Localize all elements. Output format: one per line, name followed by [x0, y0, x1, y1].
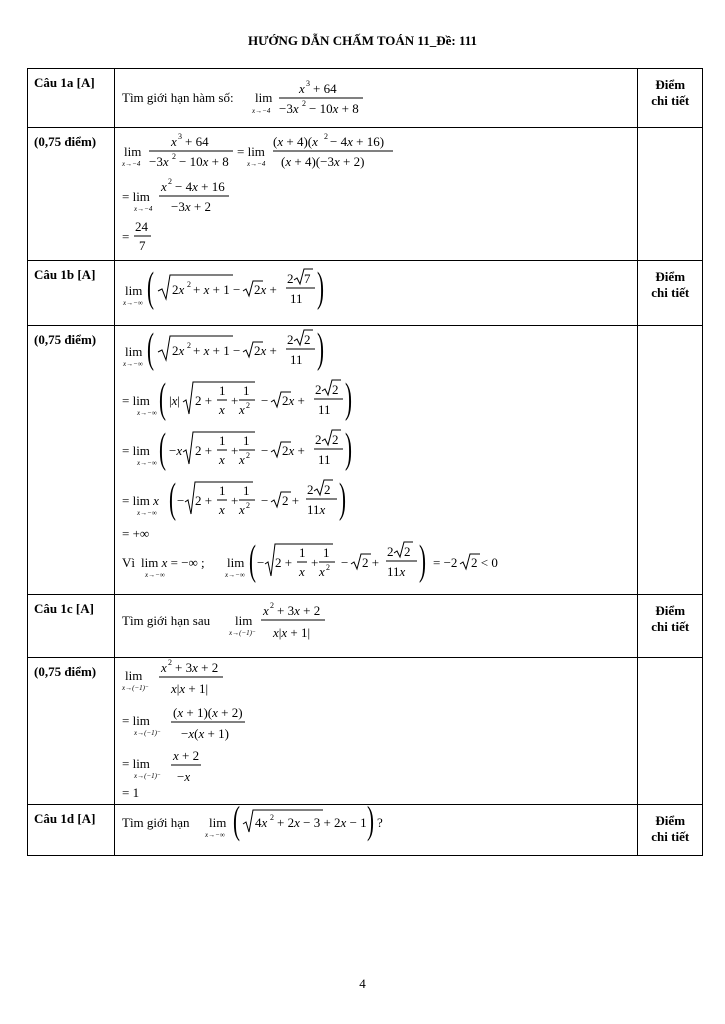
svg-text:x|x + 1|: x|x + 1| [171, 681, 209, 696]
svg-text:+: + [231, 493, 239, 508]
svg-text:+ 64: + 64 [185, 134, 210, 149]
score-column: Điểm chi tiết [638, 595, 703, 658]
svg-text:+ 2x − 3 + 2x − 1: + 2x − 3 + 2x − 1 [277, 815, 368, 830]
svg-text:2: 2 [332, 432, 339, 447]
svg-text:4x: 4x [255, 815, 268, 830]
svg-text:2: 2 [302, 99, 307, 108]
score-column-empty [638, 326, 703, 595]
svg-text:2x +: 2x + [282, 393, 306, 408]
svg-text:(: ( [159, 375, 167, 423]
score-label: (0,75 điểm) [28, 326, 115, 595]
score-column: Điểm chi tiết [638, 261, 703, 326]
answer-content [115, 128, 638, 261]
svg-text:2: 2 [187, 280, 192, 289]
answer-1c-formula [115, 658, 637, 800]
svg-text:+: + [231, 443, 239, 458]
svg-text:2: 2 [246, 451, 251, 460]
svg-text:= lim: = lim [237, 144, 266, 159]
svg-text:2: 2 [315, 432, 322, 447]
svg-text:7: 7 [304, 271, 311, 286]
question-label: Câu 1b [A] [28, 261, 115, 326]
question-1a-formula [115, 69, 637, 123]
svg-text:2: 2 [168, 177, 173, 186]
svg-text:x: x [239, 452, 246, 467]
svg-text:2 +: 2 + [195, 493, 213, 508]
question-1d-formula [115, 805, 637, 851]
svg-text:−: − [261, 443, 269, 458]
svg-text:11: 11 [290, 291, 303, 306]
table-row [28, 595, 703, 658]
svg-text:lim: lim [125, 668, 143, 683]
svg-text:= +∞: = +∞ [122, 526, 150, 541]
svg-text:lim: lim [125, 344, 143, 359]
svg-text:2: 2 [307, 482, 314, 497]
svg-text:lim: lim [209, 815, 227, 830]
svg-text:2: 2 [172, 152, 177, 161]
question-1c-formula [115, 595, 637, 653]
svg-text:): ) [367, 805, 375, 842]
svg-text:x: x [219, 402, 226, 417]
svg-text:x: x [319, 564, 326, 579]
table-row [28, 326, 703, 595]
svg-text:x: x [219, 502, 226, 517]
svg-text:− 4x + 16: − 4x + 16 [175, 179, 226, 194]
svg-text:−: − [341, 555, 349, 570]
svg-text:lim: lim [227, 555, 245, 570]
question-prompt: Tìm giới hạn hàm số: [122, 90, 235, 105]
svg-text:x→−∞: x→−∞ [145, 571, 166, 579]
svg-text:x: x [239, 502, 246, 517]
svg-text:x→−4: x→−4 [134, 205, 153, 213]
question-content [115, 805, 638, 856]
svg-text:2: 2 [270, 601, 275, 610]
svg-text:2: 2 [324, 482, 331, 497]
svg-text:= lim: = lim [122, 713, 151, 728]
svg-text:lim: lim [255, 90, 273, 105]
svg-text:2: 2 [246, 501, 251, 510]
table-row [28, 128, 703, 261]
svg-text:3: 3 [178, 132, 183, 141]
score-column: Điểm chi tiết [638, 805, 703, 856]
svg-text:2: 2 [387, 544, 394, 559]
svg-text:lim: lim [235, 613, 253, 628]
table-row [28, 805, 703, 856]
svg-text:(: ( [249, 537, 257, 585]
svg-text:−: − [261, 393, 269, 408]
svg-text:): ) [317, 326, 325, 373]
svg-text:x→−∞: x→−∞ [123, 299, 144, 307]
question-content [115, 595, 638, 658]
svg-text:x: x [263, 603, 270, 618]
svg-text:x→(−1)⁻: x→(−1)⁻ [229, 629, 257, 637]
svg-text:x: x [171, 134, 178, 149]
svg-text:=: = [122, 229, 130, 244]
svg-text:): ) [345, 375, 353, 423]
svg-text:x→−4: x→−4 [247, 160, 266, 168]
svg-text:x: x [299, 564, 306, 579]
svg-text:2: 2 [315, 382, 322, 397]
svg-text:2: 2 [287, 332, 294, 347]
svg-text:2: 2 [168, 658, 173, 667]
answer-content [115, 658, 638, 805]
svg-text:2: 2 [246, 401, 251, 410]
svg-text:x→−∞: x→−∞ [205, 831, 226, 839]
svg-text:2x +: 2x + [254, 282, 278, 297]
svg-text:2x: 2x [172, 282, 185, 297]
svg-text:(x + 4)(x: (x + 4)(x [273, 134, 319, 149]
svg-text:−3x: −3x [279, 101, 300, 116]
svg-text:+ x + 1 −: + x + 1 − [193, 343, 241, 358]
svg-text:= lim: = lim [122, 189, 151, 204]
svg-text:x|x + 1|: x|x + 1| [273, 625, 311, 640]
answer-content [115, 326, 638, 595]
svg-text:11x: 11x [387, 564, 406, 579]
table-row [28, 69, 703, 128]
svg-text:2x: 2x [172, 343, 185, 358]
svg-text:x→(−1)⁻: x→(−1)⁻ [134, 772, 162, 780]
svg-text:11: 11 [290, 352, 303, 367]
svg-text:x→(−1)⁻: x→(−1)⁻ [122, 684, 150, 692]
svg-text:x→(−1)⁻: x→(−1)⁻ [134, 729, 162, 737]
svg-text:1: 1 [243, 483, 250, 498]
svg-text:x: x [219, 452, 226, 467]
svg-text:1: 1 [243, 383, 250, 398]
svg-text:= −2: = −2 [433, 555, 458, 570]
score-label: (0,75 điểm) [28, 128, 115, 261]
svg-text:x→−∞: x→−∞ [137, 409, 158, 417]
answer-1b-formula [115, 326, 637, 590]
svg-text:24: 24 [135, 219, 149, 234]
svg-text:2: 2 [324, 132, 329, 141]
svg-text:|x|: |x| [169, 393, 181, 408]
svg-text:): ) [339, 475, 347, 523]
svg-text:1: 1 [299, 545, 306, 560]
svg-text:x: x [161, 660, 168, 675]
svg-text:−x: −x [177, 769, 191, 784]
question-prompt: Tìm giới hạn [122, 815, 190, 830]
question-prompt: Tìm giới hạn sau [122, 613, 211, 628]
svg-text:2: 2 [287, 271, 294, 286]
svg-text:x→−∞: x→−∞ [225, 571, 246, 579]
svg-text:2 +: 2 + [195, 393, 213, 408]
score-column: Điểm chi tiết [638, 69, 703, 128]
svg-text:−x: −x [169, 443, 183, 458]
svg-text:x→−∞: x→−∞ [123, 360, 144, 368]
svg-text:2 +: 2 + [195, 443, 213, 458]
svg-text:(x + 1)(x + 2): (x + 1)(x + 2) [173, 705, 244, 720]
svg-text:2: 2 [304, 332, 311, 347]
question-content [115, 261, 638, 326]
svg-text:+ 3x + 2: + 3x + 2 [175, 660, 219, 675]
svg-text:x→−4: x→−4 [252, 107, 271, 115]
svg-text:= 1: = 1 [122, 785, 140, 800]
question-label: Câu 1c [A] [28, 595, 115, 658]
svg-text:−3x: −3x [149, 154, 170, 169]
svg-text:?: ? [377, 815, 384, 830]
svg-text:+ x + 1 −: + x + 1 − [193, 282, 241, 297]
svg-text:2: 2 [326, 563, 331, 572]
svg-text:3: 3 [306, 79, 311, 88]
svg-text:): ) [419, 537, 427, 585]
svg-text:1: 1 [323, 545, 330, 560]
svg-text:(: ( [147, 264, 155, 312]
svg-text:11: 11 [318, 402, 331, 417]
question-label: Câu 1d [A] [28, 805, 115, 856]
svg-text:x→−∞: x→−∞ [137, 459, 158, 467]
svg-text:−x(x + 1): −x(x + 1) [181, 726, 230, 741]
table-row [28, 261, 703, 326]
score-column-empty [638, 658, 703, 805]
svg-text:2x +: 2x + [282, 443, 306, 458]
table-row [28, 658, 703, 805]
score-column-empty [638, 128, 703, 261]
svg-text:11: 11 [318, 452, 331, 467]
svg-text:−: − [177, 493, 185, 508]
page-number: 4 [359, 976, 366, 991]
svg-text:2 +: 2 + [275, 555, 293, 570]
svg-text:2: 2 [187, 341, 192, 350]
question-content [115, 69, 638, 128]
grading-table [27, 68, 703, 856]
svg-text:2: 2 [270, 813, 275, 822]
svg-text:= lim: = lim [122, 393, 151, 408]
svg-text:+ 3x + 2: + 3x + 2 [277, 603, 321, 618]
score-label: (0,75 điểm) [28, 658, 115, 805]
svg-text:− 10x + 8: − 10x + 8 [309, 101, 360, 116]
svg-text:−: − [257, 555, 265, 570]
svg-text:lim: lim [125, 283, 143, 298]
svg-text:1: 1 [219, 483, 226, 498]
svg-text:−3x + 2: −3x + 2 [171, 199, 212, 214]
svg-text:2 +: 2 + [362, 555, 380, 570]
svg-text:(: ( [233, 805, 241, 842]
svg-text:+: + [311, 555, 319, 570]
svg-text:2 < 0: 2 < 0 [471, 555, 499, 570]
svg-text:x: x [299, 81, 306, 96]
svg-text:7: 7 [139, 238, 146, 253]
svg-text:1: 1 [243, 433, 250, 448]
svg-text:(: ( [169, 475, 177, 523]
svg-text:= lim: = lim [122, 443, 151, 458]
svg-text:− 4x + 16): − 4x + 16) [330, 134, 385, 149]
svg-text:x: x [161, 179, 168, 194]
svg-text:): ) [345, 425, 353, 473]
svg-text:= lim: = lim [122, 756, 151, 771]
svg-text:1: 1 [219, 383, 226, 398]
svg-text:+: + [231, 393, 239, 408]
svg-text:x→−4: x→−4 [122, 160, 141, 168]
svg-text:x→−∞: x→−∞ [137, 509, 158, 517]
svg-text:x: x [239, 402, 246, 417]
svg-text:(: ( [159, 425, 167, 473]
svg-text:2: 2 [404, 544, 411, 559]
svg-text:2: 2 [332, 382, 339, 397]
svg-text:2 +: 2 + [282, 493, 300, 508]
page-title: HƯỚNG DẪN CHẤM TOÁN 11_Đề: 111 [247, 33, 478, 48]
answer-1a-formula [115, 128, 637, 256]
svg-text:11x: 11x [307, 502, 326, 517]
svg-text:− 10x + 8: − 10x + 8 [179, 154, 230, 169]
svg-text:+ 64: + 64 [313, 81, 338, 96]
svg-text:): ) [317, 264, 325, 312]
svg-text:−: − [261, 493, 269, 508]
svg-text:x + 2: x + 2 [173, 748, 200, 763]
svg-text:(: ( [147, 326, 155, 373]
question-1b-formula [115, 261, 637, 321]
svg-text:lim x = −∞ ;: lim x = −∞ ; [141, 555, 206, 570]
svg-text:= lim x: = lim x [122, 493, 160, 508]
question-label: Câu 1a [A] [28, 69, 115, 128]
because-word: Vì [122, 555, 136, 570]
svg-text:1: 1 [219, 433, 226, 448]
svg-text:lim: lim [124, 144, 142, 159]
svg-text:2x +: 2x + [254, 343, 278, 358]
svg-text:(x + 4)(−3x + 2): (x + 4)(−3x + 2) [281, 154, 365, 169]
